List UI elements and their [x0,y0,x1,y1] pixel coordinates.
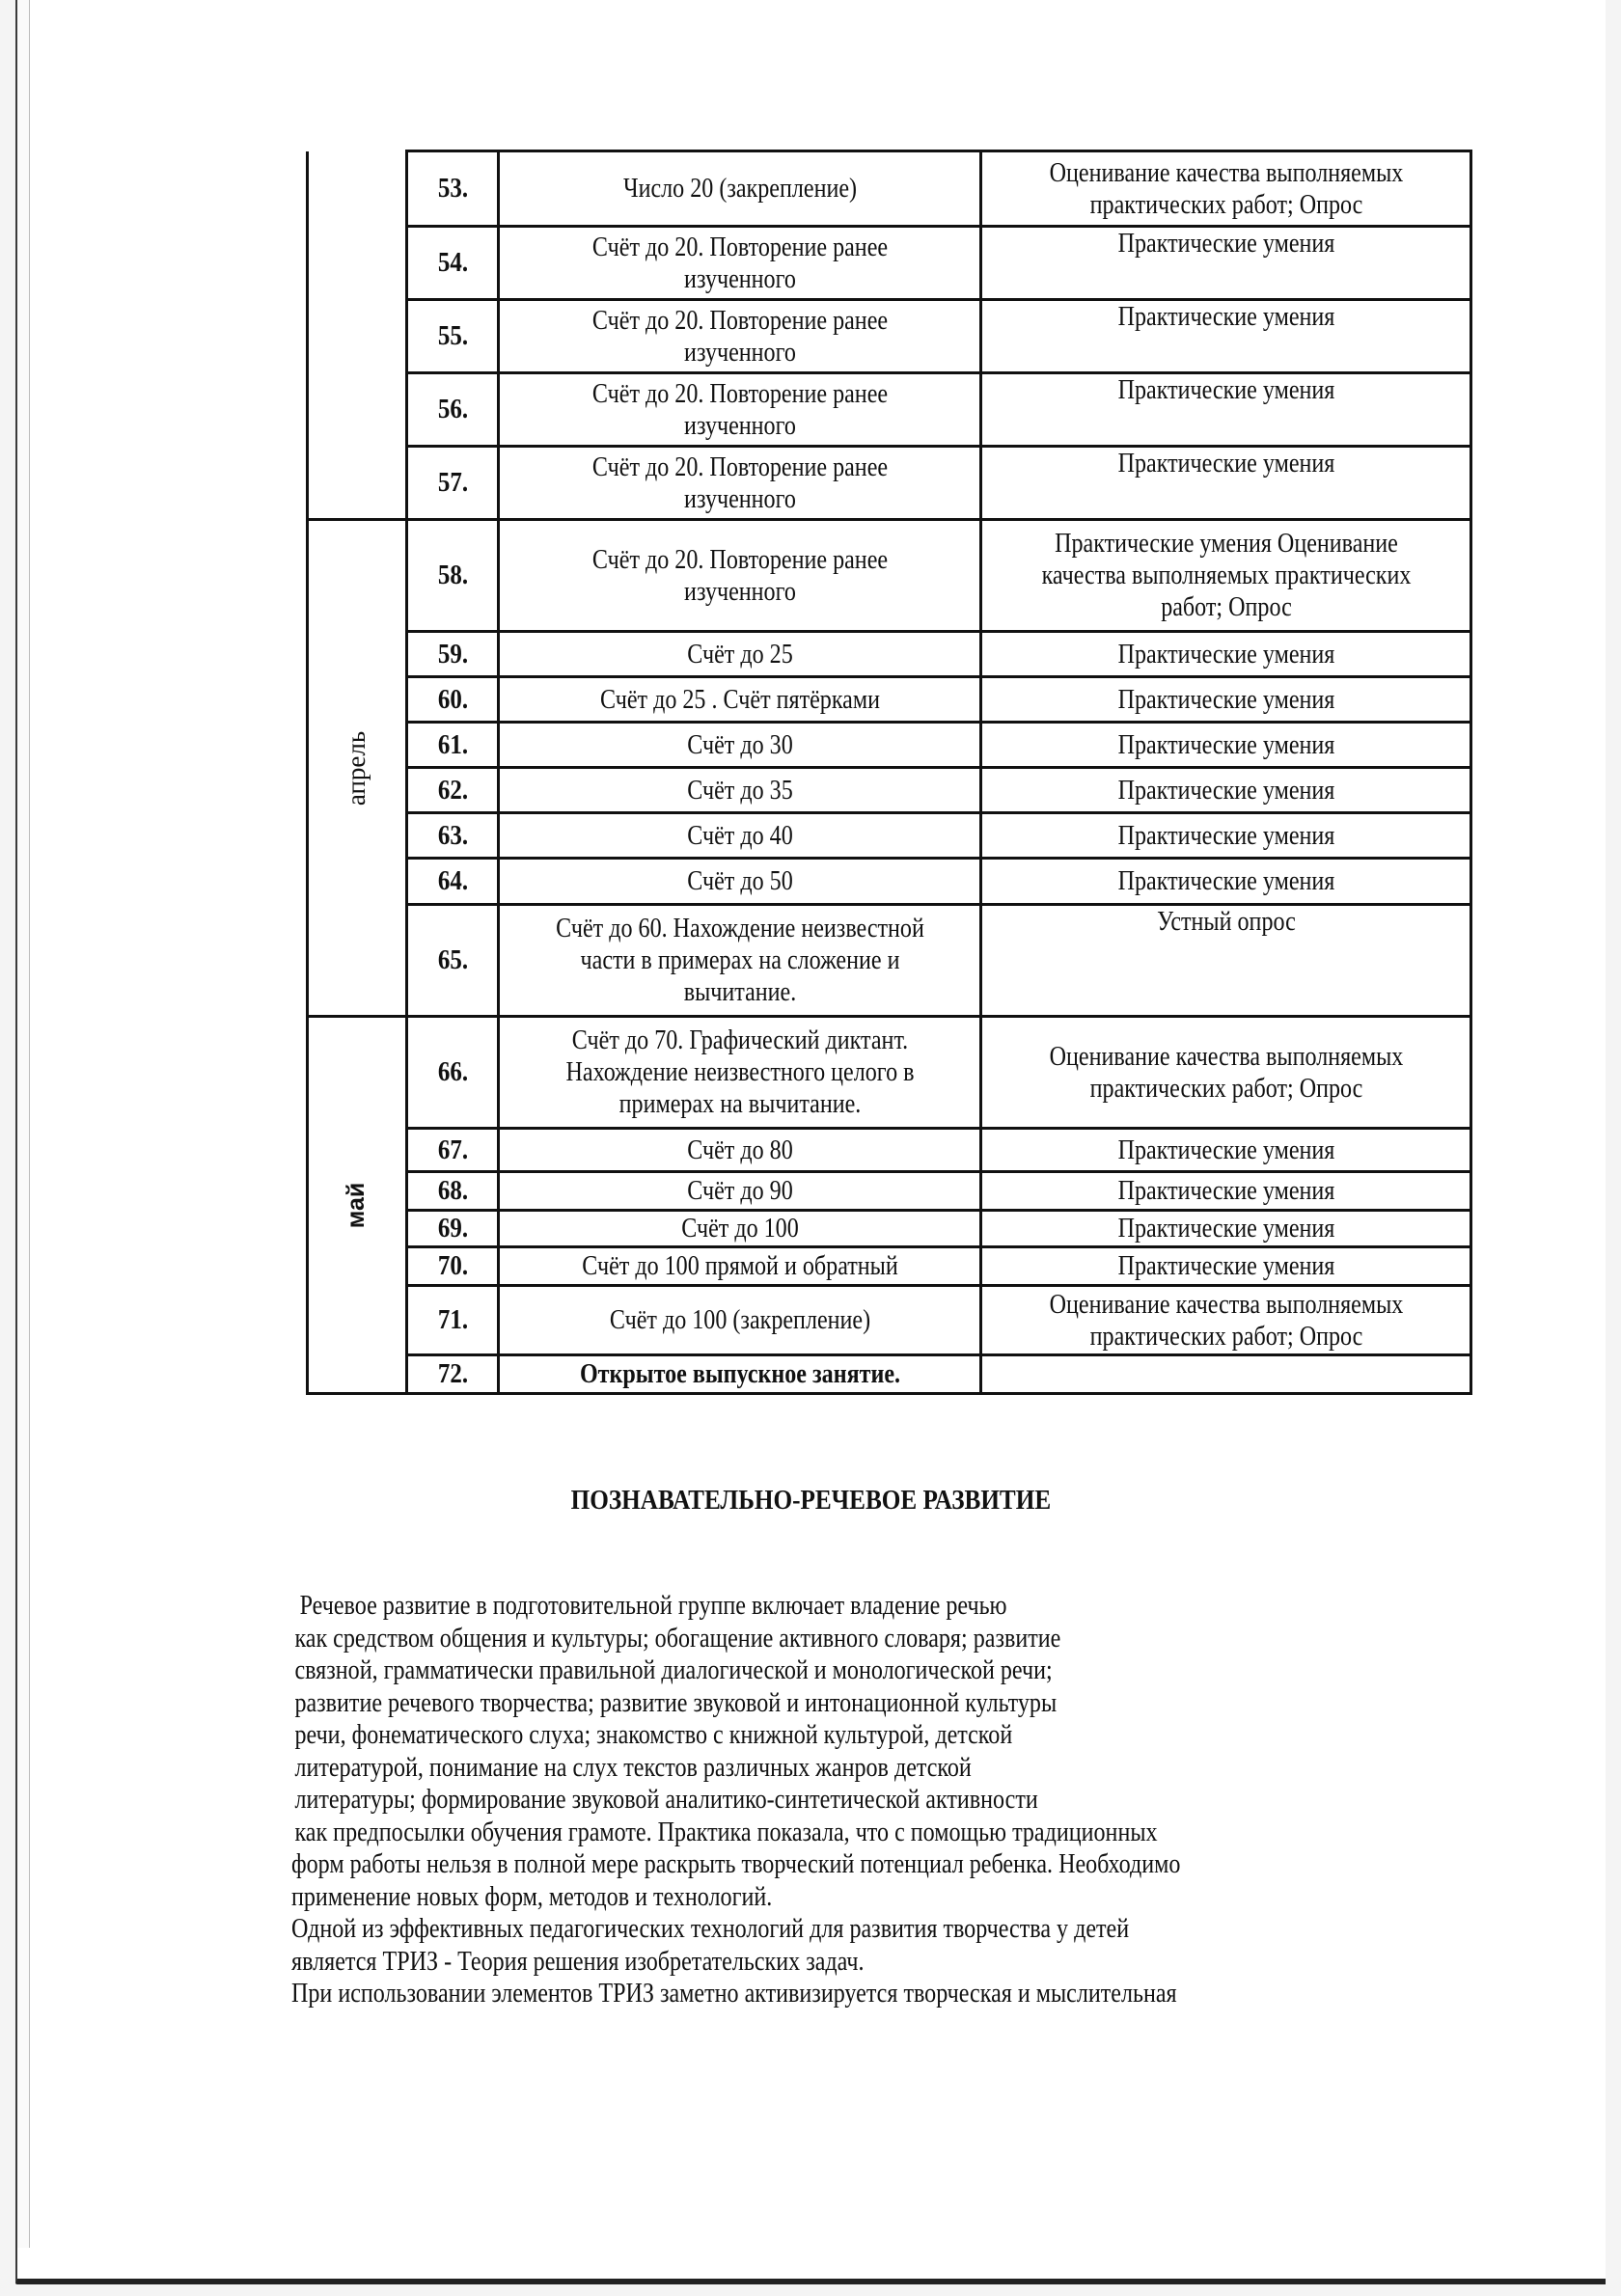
table-row [308,1017,1471,1129]
lesson-number: 67. [413,1129,492,1172]
lesson-number: 62. [413,768,492,813]
lesson-topic: Счёт до 100 (закрепление) [533,1286,948,1355]
lesson-topic: Число 20 (закрепление) [533,151,948,227]
paragraph-line: как предпосылки обучения грамоте. Практика показала, что с помощью традиционных [294,1817,1158,1847]
paragraph-line: связной, грамматически правильной диалогической и монологической речи; [294,1655,1053,1685]
lesson-topic: Счёт до 60. Нахождение неизвестной части в примерах на сложение и вычитание. [533,905,948,1017]
assessment-form: Практические умения [1015,300,1437,373]
assessment-form: Практические умения [1015,1247,1437,1286]
assessment-form [1015,1355,1437,1394]
assessment-form: Практические умения [1015,768,1437,813]
table-row [308,905,1471,1017]
paragraph-line: применение новых форм, методов и технологий. [291,1881,773,1912]
month-cell [308,1017,407,1394]
paragraph-line: речи, фонематического слуха; знакомство с книжной культурой, детской [294,1720,1013,1750]
lesson-topic: Счёт до 100 прямой и обратный [533,1247,948,1286]
lesson-topic: Открытое выпускное занятие. [533,1355,948,1394]
assessment-form: Практические умения [1015,447,1437,520]
scan-edge [17,0,30,2248]
assessment-form: Практические умения [1015,859,1437,905]
lesson-number: 72. [413,1355,492,1394]
lesson-number: 56. [413,373,492,447]
table-row [308,1129,1471,1172]
table-row [308,632,1471,677]
assessment-form: Оценивание качества выполняемых практических работ; Опрос [1015,1017,1437,1129]
paragraph-line: литературой, понимание на слух текстов различных жанров детской [294,1752,972,1783]
lesson-number: 55. [413,300,492,373]
table-row [308,1247,1471,1286]
lesson-topic: Счёт до 20. Повторение ранее изученного [533,373,948,447]
paragraph-line: При использовании элементов ТРИЗ заметно активизируется творческая и мыслительная [291,1979,1177,2009]
table-row [308,227,1471,300]
table-row [308,859,1471,905]
table-row [308,813,1471,859]
paragraph-line: развитие речевого творчества; развитие звуковой и интонационной культуры [294,1687,1058,1718]
lesson-topic: Счёт до 25 . Счёт пятёрками [533,677,948,723]
paragraph-line: является ТРИЗ - Теория решения изобретательских задач. [291,1946,865,1977]
assessment-form: Практические умения [1015,227,1437,300]
lesson-topic: Счёт до 35 [533,768,948,813]
paragraph-line: форм работы нельзя в полной мере раскрыть творческий потенциал ребенка. Необходимо [291,1849,1181,1879]
month-cell [308,151,407,520]
assessment-form: Практические умения [1015,723,1437,768]
paragraph-line: Одной из эффективных педагогических технологий для развития творчества у детей [291,1914,1130,1944]
lesson-topic: Счёт до 70. Графический диктант. Нахождение неизвестного целого в примерах на вычитание. [533,1017,948,1129]
assessment-form: Практические умения [1015,813,1437,859]
month-label: апрель [342,730,371,806]
lesson-number: 60. [413,677,492,723]
lesson-topic: Счёт до 20. Повторение ранее изученного [533,520,948,632]
table-row [308,1286,1471,1355]
table-row [308,300,1471,373]
table-row [308,1355,1471,1394]
table-row [308,151,1471,227]
assessment-form: Оценивание качества выполняемых практических работ; Опрос [1015,1286,1437,1355]
lesson-topic: Счёт до 20. Повторение ранее изученного [533,447,948,520]
lesson-number: 53. [413,151,492,227]
lesson-number: 68. [413,1172,492,1211]
lesson-topic: Счёт до 100 [533,1211,948,1247]
lesson-plan-table [306,150,1472,1395]
lesson-number: 63. [413,813,492,859]
section-heading [0,1486,1621,1517]
table-row [308,677,1471,723]
assessment-form: Практические умения [1015,373,1437,447]
lesson-number: 66. [413,1017,492,1129]
assessment-form: Устный опрос [1015,905,1437,1017]
lesson-number: 70. [413,1247,492,1286]
assessment-form: Практические умения Оценивание качества выполняемых практических работ; Опрос [1015,520,1437,632]
lesson-topic: Счёт до 30 [533,723,948,768]
section-heading-text: ПОЗНАВАТЕЛЬНО-РЕЧЕВОЕ РАЗВИТИЕ [570,1486,1051,1516]
lesson-topic: Счёт до 90 [533,1172,948,1211]
assessment-form: Практические умения [1015,677,1437,723]
lesson-topic: Счёт до 25 [533,632,948,677]
lesson-number: 71. [413,1286,492,1355]
lesson-number: 65. [413,905,492,1017]
month-label: май [343,1182,371,1229]
lesson-number: 58. [413,520,492,632]
lesson-topic: Счёт до 50 [533,859,948,905]
lesson-topic: Счёт до 20. Повторение ранее изученного [533,227,948,300]
assessment-form: Практические умения [1015,1129,1437,1172]
paragraph-line: Речевое развитие в подготовительной группе включает владение речью [299,1591,1007,1621]
table-row [308,723,1471,768]
paragraph-line: как средством общения и культуры; обогащение активного словаря; развитие [294,1623,1061,1654]
month-cell [308,520,407,1017]
lesson-number: 64. [413,859,492,905]
table-row [308,447,1471,520]
lesson-number: 54. [413,227,492,300]
paragraph-line: литературы; формирование звуковой аналитико-синтетической активности [294,1785,1038,1815]
lesson-topic: Счёт до 80 [533,1129,948,1172]
lesson-number: 57. [413,447,492,520]
lesson-number: 59. [413,632,492,677]
table-row [308,373,1471,447]
assessment-form: Оценивание качества выполняемых практических работ; Опрос [1015,151,1437,227]
section-paragraph [291,1590,1507,2010]
assessment-form: Практические умения [1015,1172,1437,1211]
lesson-number: 69. [413,1211,492,1247]
table-row [308,520,1471,632]
table-row [308,768,1471,813]
lesson-topic: Счёт до 20. Повторение ранее изученного [533,300,948,373]
lesson-topic: Счёт до 40 [533,813,948,859]
lesson-number: 61. [413,723,492,768]
table-row [308,1211,1471,1247]
table-row [308,1172,1471,1211]
assessment-form: Практические умения [1015,1211,1437,1247]
assessment-form: Практические умения [1015,632,1437,677]
